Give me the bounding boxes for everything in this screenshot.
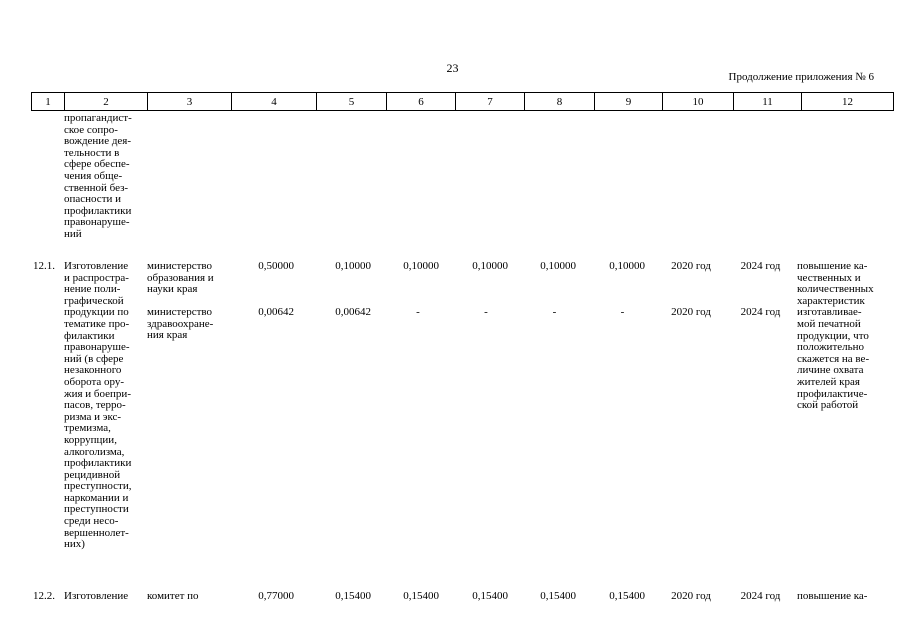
prev-row-name-continuation: пропагандист- ское сопро- вождение дея- тельности в сфере обеспе- чения обще- ственной без- опасности и профилактики правонаруше- ний: [64, 112, 132, 240]
row-12-1-y4-1: 0,10000: [540, 260, 576, 272]
continuation-label: Продолжение приложения № 6: [728, 71, 874, 83]
col-header-2: 2: [65, 93, 148, 111]
row-12-1-executor-1: министерство образования и науки края: [147, 260, 214, 296]
row-12-1-y1-1: 0,10000: [335, 260, 371, 272]
row-12-2-total: 0,77000: [258, 590, 294, 602]
row-12-2-executor: комитет по: [147, 590, 199, 602]
row-12-1-number: 12.1.: [33, 260, 55, 272]
row-12-1-end-2: 2024 год: [740, 306, 781, 318]
row-12-2-result: повышение ка-: [797, 590, 868, 602]
row-12-1-total-1: 0,50000: [258, 260, 294, 272]
col-header-4: 4: [232, 93, 317, 111]
col-header-12: 12: [802, 93, 894, 111]
col-header-10: 10: [663, 93, 734, 111]
row-12-2-y5: 0,15400: [609, 590, 645, 602]
col-header-6: 6: [387, 93, 456, 111]
row-12-1-total-2: 0,00642: [258, 306, 294, 318]
col-header-7: 7: [456, 93, 525, 111]
row-12-1-name: Изготовление и распростра- нение поли- графической продукции по тематике про- филактики правонаруше- ний (в сфере незаконного оборота ору- жия и боепри- пасов, терро- ризма и экс- тремизма, коррупции, алкоголизма, профилактики рецидивной преступности, наркомании и преступности среди несо- вершеннолет- них): [64, 260, 132, 551]
row-12-1-y5-1: 0,10000: [609, 260, 645, 272]
col-header-11: 11: [734, 93, 802, 111]
row-12-2-end: 2024 год: [740, 590, 781, 602]
col-header-8: 8: [525, 93, 595, 111]
row-12-2-start: 2020 год: [671, 590, 711, 602]
col-header-3: 3: [148, 93, 232, 111]
column-header-row: [31, 92, 894, 111]
row-12-2-number: 12.2.: [33, 590, 55, 602]
row-12-1-start-2: 2020 год: [671, 306, 711, 318]
col-header-5: 5: [317, 93, 387, 111]
row-12-2-y2: 0,15400: [403, 590, 439, 602]
row-12-1-y2-1: 0,10000: [403, 260, 439, 272]
row-12-1-executor-2: министерство здравоохране- ния края: [147, 306, 214, 342]
row-12-1-y2-2: -: [416, 306, 420, 318]
row-12-1-y3-2: -: [484, 306, 488, 318]
page-number: 23: [446, 61, 459, 75]
row-12-2-y3: 0,15400: [472, 590, 508, 602]
col-header-1: 1: [32, 93, 65, 111]
row-12-1-y5-2: -: [620, 306, 625, 318]
row-12-2-name: Изготовление: [64, 590, 129, 602]
row-12-2-y1: 0,15400: [335, 590, 371, 602]
col-header-9: 9: [595, 93, 663, 111]
row-12-1-start-1: 2020 год: [671, 260, 711, 272]
row-12-1-y4-2: -: [552, 306, 557, 318]
row-12-1-result: повышение ка- чественных и количественных характеристик изготавливае- мой печатной продукции, что положительно скажется на ве- личине охвата жителей края профилактиче- ской работой: [797, 260, 874, 412]
row-12-1-end-1: 2024 год: [740, 260, 781, 272]
row-12-1-y1-2: 0,00642: [335, 306, 371, 318]
row-12-2-y4: 0,15400: [540, 590, 576, 602]
row-12-1-y3-1: 0,10000: [472, 260, 508, 272]
